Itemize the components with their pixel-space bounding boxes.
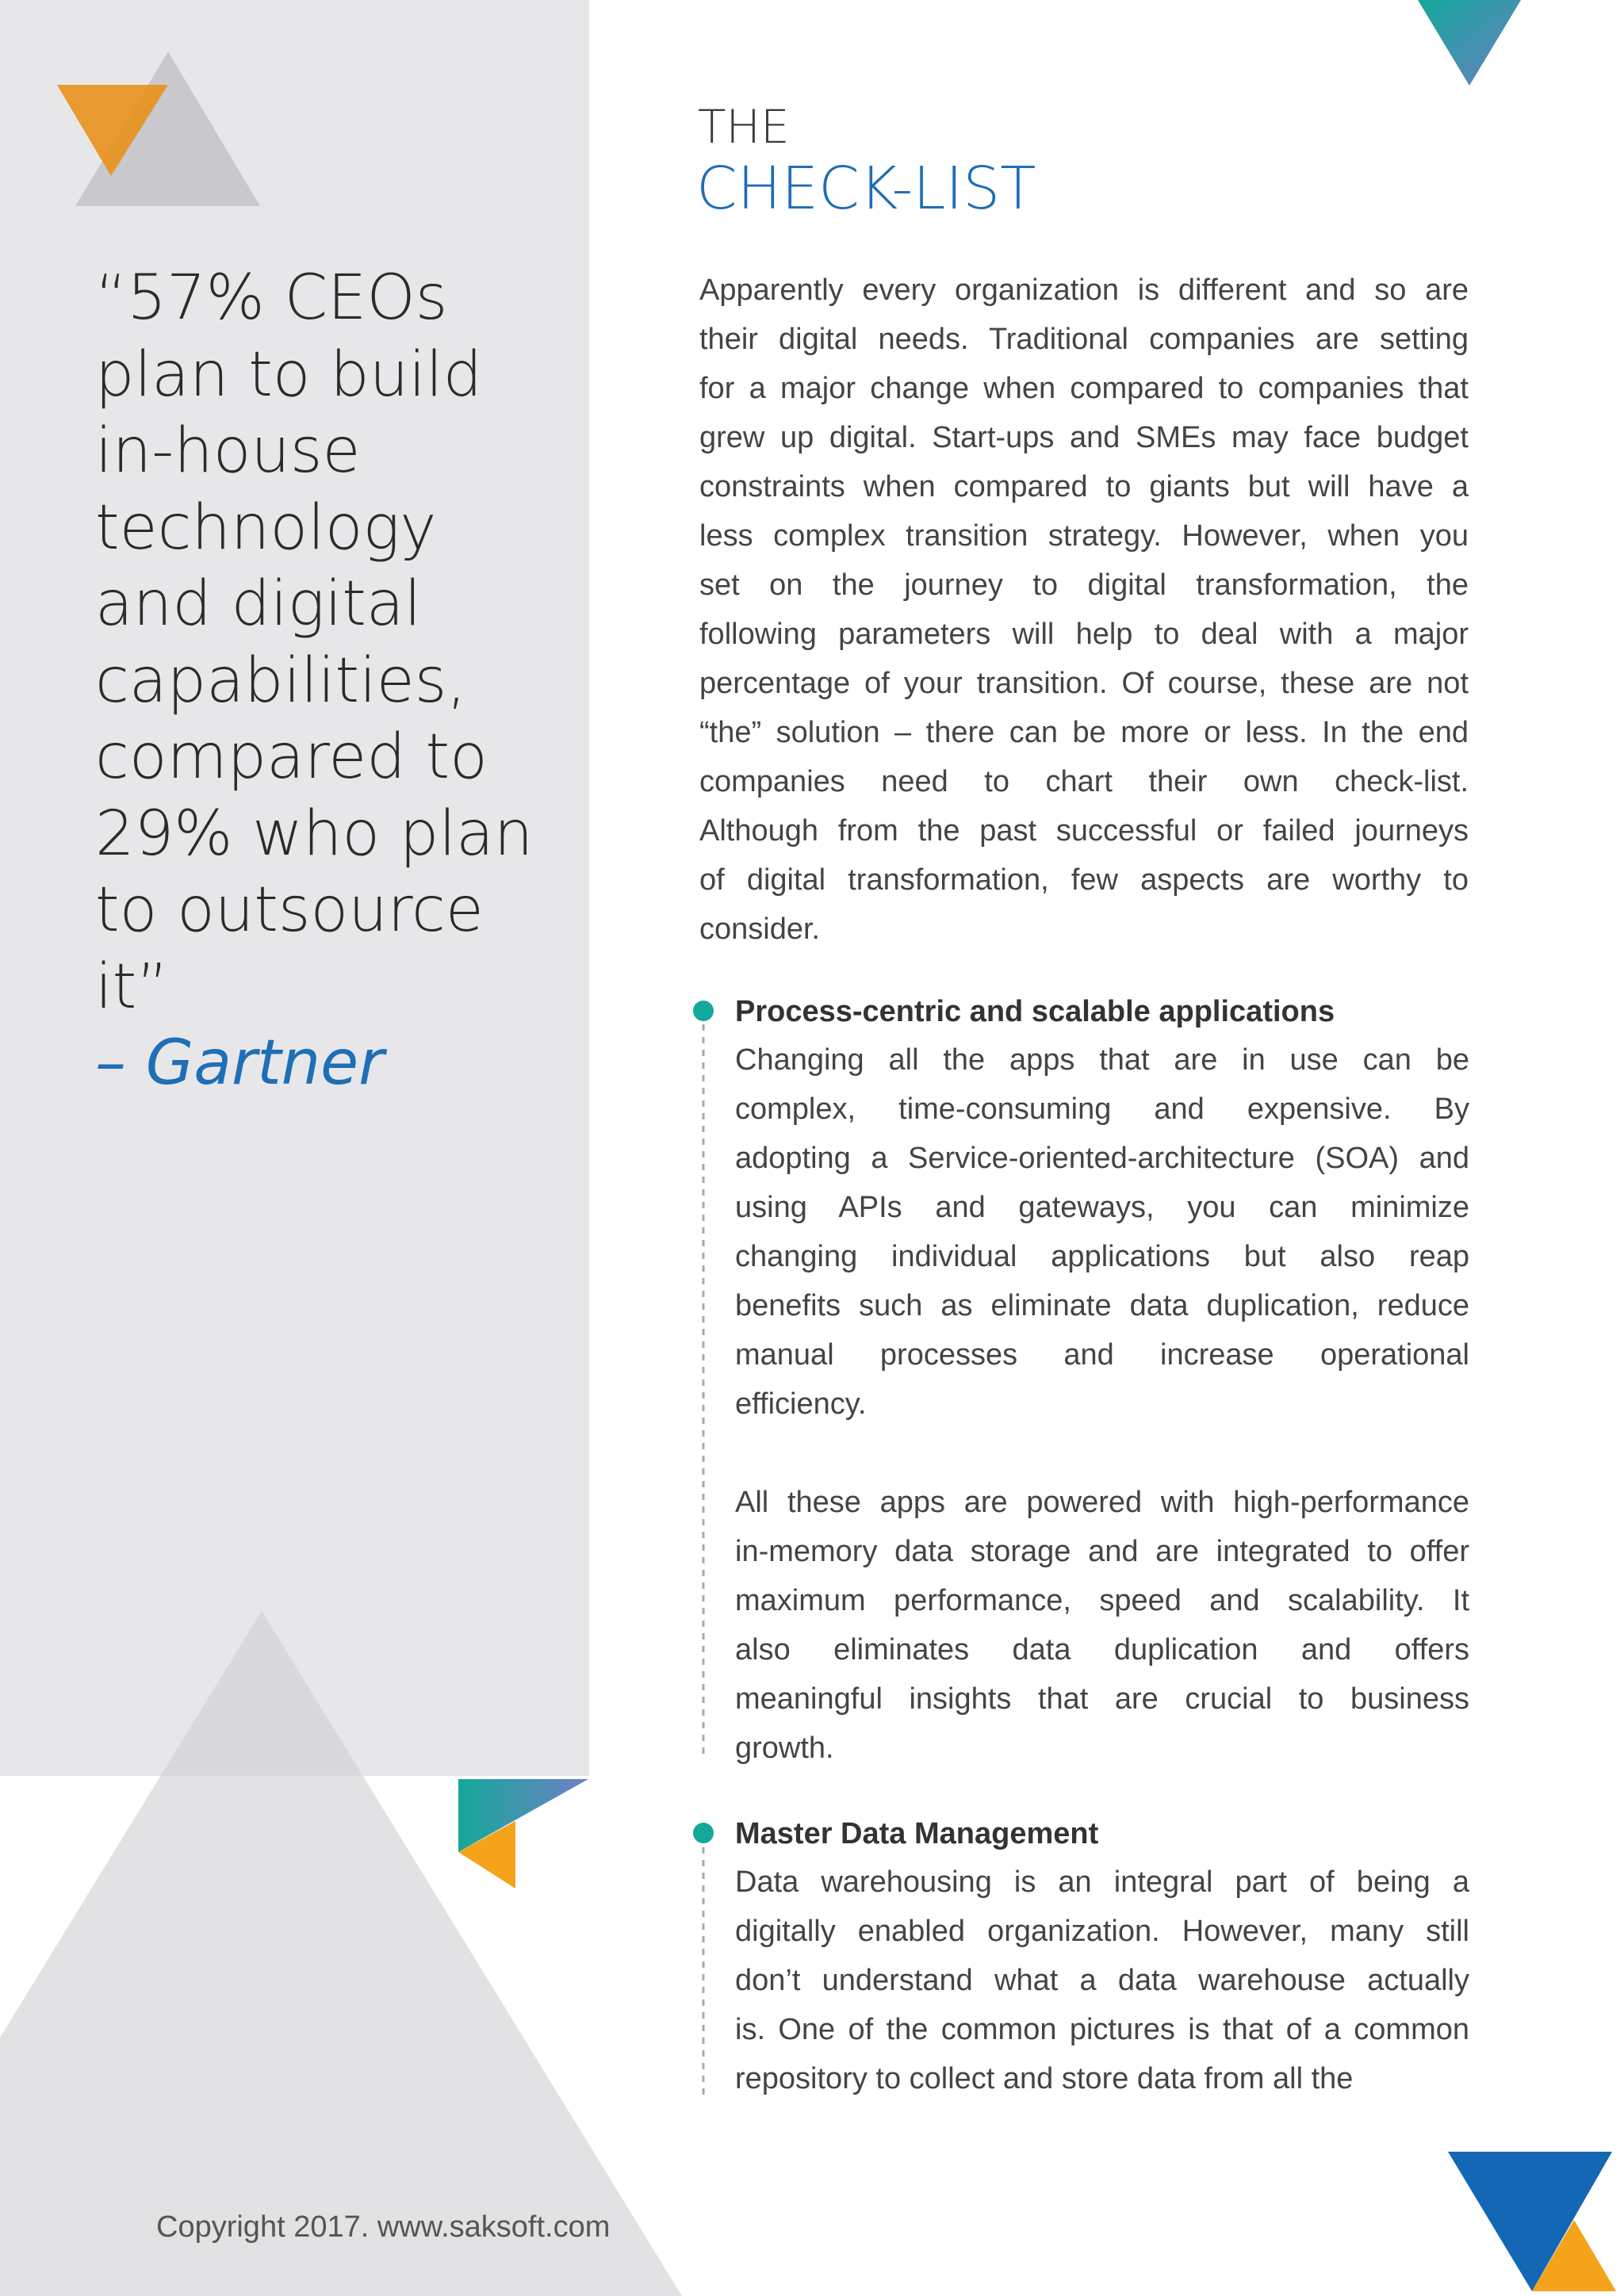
body-line: manual processes and increase operational (735, 1338, 1469, 1372)
intro-line: consider. (699, 913, 821, 946)
quote-line: to outsource (95, 874, 484, 946)
intro-line: Apparently every organization is different and so are (699, 274, 1469, 307)
body-line: also eliminates data duplication and offers (735, 1633, 1469, 1667)
section-title-master-data: Master Data Management (735, 1817, 1099, 1850)
heading-the: THE (698, 100, 790, 154)
body-line: changing individual applications but also reap (735, 1240, 1469, 1273)
quote-line: compared to (95, 721, 488, 793)
footer-copyright: Copyright 2017. www.saksoft.com (156, 2210, 611, 2244)
body-line: adopting a Service-oriented-architecture (SOA) and (735, 1142, 1469, 1175)
intro-line: less complex transition strategy. However, when you (699, 519, 1469, 553)
quote-line: in-house (95, 415, 361, 487)
body-line: is. One of the common pictures is that of a common (735, 2013, 1469, 2046)
quote-line: “57% CEOs (95, 262, 448, 334)
body-line: benefits such as eliminate data duplication, reduce (735, 1289, 1469, 1322)
intro-line: companies need to chart their own check-list. (699, 765, 1469, 798)
large-gray-triangle-bottom (0, 1611, 682, 2296)
page-title: CHECK-LIST (696, 155, 1036, 223)
body-line: using APIs and gateways, you can minimize (735, 1191, 1469, 1224)
quote-line: 29% who plan (95, 798, 534, 870)
intro-line: grew up digital. Start-ups and SMEs may face budget (699, 421, 1469, 454)
intro-line: set on the journey to digital transformation, the (699, 568, 1469, 602)
intro-line: following parameters will help to deal with a major (699, 618, 1469, 651)
body-line: Data warehousing is an integral part of being a (735, 1866, 1469, 1899)
body-line: don’t understand what a data warehouse actually (735, 1964, 1469, 1997)
body-line: digitally enabled organization. However, many still (735, 1915, 1469, 1948)
body-line: complex, time-consuming and expensive. By (735, 1093, 1469, 1126)
body-line: meaningful insights that are crucial to business (735, 1682, 1469, 1716)
teal-triangle-top-right (1418, 0, 1521, 86)
intro-line: for a major change when compared to companies that (699, 372, 1469, 405)
section-title-process-centric: Process-centric and scalable applications (735, 995, 1335, 1028)
section-body-process-centric-para2 (735, 1478, 1469, 1773)
body-line: Changing all the apps that are in use can be (735, 1043, 1469, 1077)
section-body-master-data (735, 1858, 1469, 2103)
intro-line: “the” solution – there can be more or less. In the end (699, 716, 1469, 749)
body-line: All these apps are powered with high-performance (735, 1486, 1469, 1519)
pull-quote (95, 260, 571, 1102)
bullet-dot-1 (693, 1001, 714, 1021)
intro-line: constraints when compared to giants but will have a (699, 470, 1469, 503)
quote-line: it” (95, 951, 169, 1023)
body-line: maximum performance, speed and scalability. It (735, 1584, 1469, 1617)
intro-paragraph (699, 266, 1469, 954)
section-body-process-centric-para1 (735, 1035, 1469, 1429)
body-line: repository to collect and store data from all the (735, 2062, 1354, 2095)
body-line: in-memory data storage and are integrated to offer (735, 1535, 1469, 1568)
quote-source: – Gartner (95, 1027, 385, 1099)
teal-flag-middle (458, 1779, 588, 1852)
intro-line: Although from the past successful or failed journeys (699, 814, 1469, 848)
bullet-dot-2 (693, 1823, 714, 1843)
intro-line: percentage of your transition. Of course, these are not (699, 667, 1469, 700)
intro-line: their digital needs. Traditional companies are setting (699, 323, 1469, 356)
quote-line: capabilities, (95, 645, 467, 717)
quote-line: and digital (95, 568, 422, 640)
quote-line: technology (95, 492, 437, 564)
quote-line: plan to build (95, 339, 483, 411)
body-line: efficiency. (735, 1387, 867, 1421)
body-line: growth. (735, 1732, 834, 1765)
intro-line: of digital transformation, few aspects are worthy to (699, 863, 1469, 897)
